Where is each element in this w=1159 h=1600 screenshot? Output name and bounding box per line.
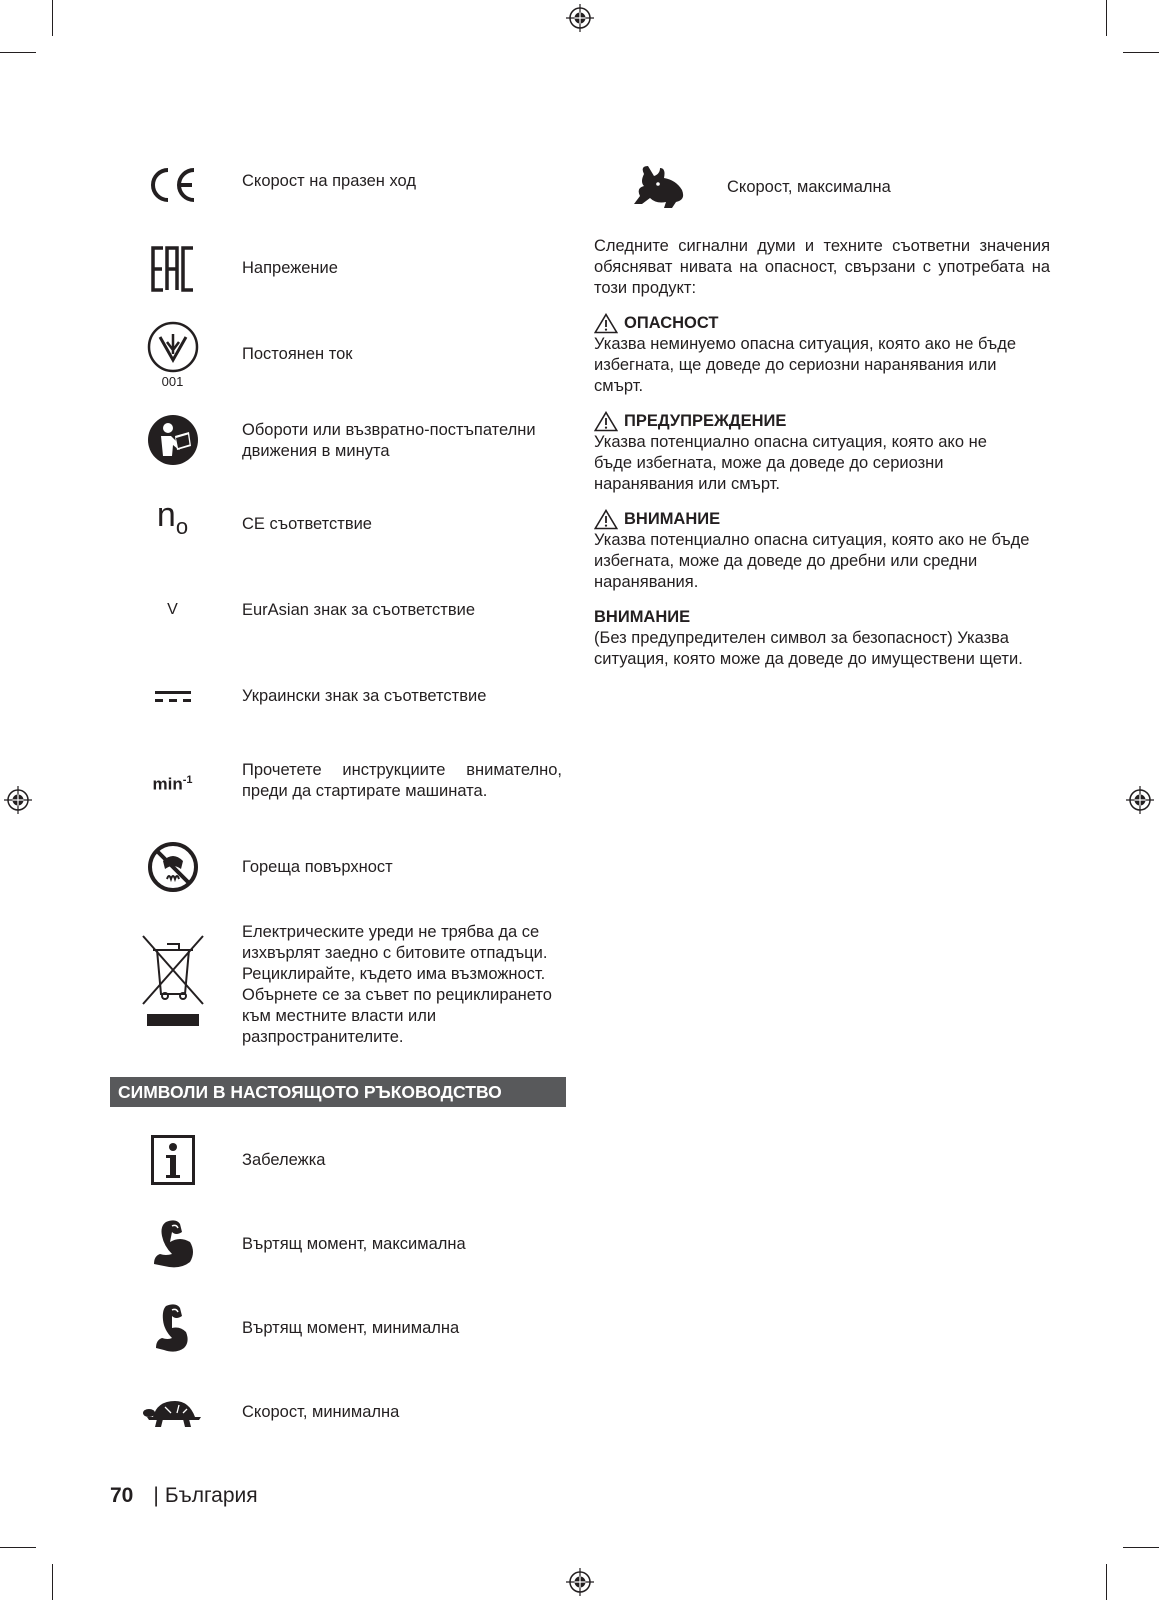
symbol-description: EurAsian знак за съответствие	[242, 601, 475, 619]
symbol-row	[110, 160, 565, 210]
crop-mark	[52, 1564, 53, 1600]
ce-mark-icon	[148, 167, 198, 203]
signal-title: ПРЕДУПРЕЖДЕНИЕ	[624, 412, 787, 430]
signal-heading	[594, 509, 1050, 530]
signal-text: Указва потенциално опасна ситуация, която ако не бъде избегната, може да доведе до сериозни наранявания или смърт.	[594, 433, 987, 493]
symbol-description: Постоянен ток	[242, 345, 353, 363]
symbol-description: Електрическите уреди не трябва да се изхвърлят заедно с битовите отпадъци. Рециклирайте, където има възможност. Обърнете се за съвет по рециклирането към местните власти или разпространителите.	[242, 923, 552, 1046]
symbol-description: Въртящ момент, минимална	[242, 1319, 460, 1337]
ukrainian-mark-label: 001	[161, 373, 184, 389]
min-icon: $\min^{-1}$	[152, 773, 193, 794]
page-footer	[110, 1484, 258, 1508]
footer-separator: |	[153, 1484, 159, 1507]
no-load-speed-icon: $n_o$	[156, 496, 189, 539]
signal-heading	[594, 411, 1050, 432]
symbol-row	[110, 316, 565, 392]
symbol-row	[110, 244, 565, 294]
symbol-row	[110, 676, 565, 716]
crop-mark	[0, 52, 36, 53]
symbol-row	[110, 590, 565, 630]
arm-weak-icon	[152, 1302, 194, 1354]
registration-mark-icon	[1126, 786, 1154, 814]
hot-surface-icon	[147, 841, 199, 893]
read-manual-icon	[147, 414, 199, 466]
symbol-row	[110, 1134, 565, 1186]
notice-title: ВНИМАНИЕ	[594, 608, 691, 626]
footer-language: България	[164, 1484, 258, 1507]
symbol-row	[110, 922, 565, 1052]
crop-mark	[1123, 52, 1159, 53]
symbol-row	[110, 840, 565, 894]
intro-paragraph: Следните сигнални думи и техните съответни значения обясняват нивата на опасност, свързани с употребата на този продукт:	[594, 237, 1050, 297]
notice-text: (Без предупредителен символ за безопасност) Указва ситуация, която може да доведе до имуществени щети.	[594, 629, 1023, 668]
arm-strong-icon	[150, 1218, 196, 1270]
symbol-row	[110, 1218, 565, 1270]
crop-mark	[1123, 1547, 1159, 1548]
signal-heading	[594, 313, 1050, 334]
symbol-description: Скорост на празен ход	[242, 172, 416, 190]
symbol-description: Обороти или възвратно-постъпателни движения в минута	[242, 421, 536, 460]
symbol-description: CE съответствие	[242, 515, 372, 533]
section-title: СИМВОЛИ В НАСТОЯЩОТО РЪКОВОДСТВО	[110, 1077, 566, 1107]
signal-text: Указва потенциално опасна ситуация, която ако не бъде избегната, може да доведе до дребни или средни наранявания.	[594, 531, 1030, 591]
warning-triangle-icon	[594, 509, 618, 530]
weee-bin-icon	[141, 932, 205, 1028]
registration-mark-icon	[4, 786, 32, 814]
info-icon	[151, 1135, 195, 1185]
voltage-icon: V	[167, 601, 178, 618]
symbol-description: Въртящ момент, максимална	[242, 1235, 466, 1253]
direct-current-icon	[155, 689, 191, 703]
rabbit-description: Скорост, максимална	[727, 178, 891, 196]
symbol-description: Украински знак за съответствие	[242, 687, 487, 705]
rabbit-row	[594, 164, 1050, 212]
ukrainian-mark-icon	[146, 320, 200, 374]
crop-mark	[0, 1547, 36, 1548]
symbol-description: Скорост, минимална	[242, 1403, 400, 1421]
symbol-description: Напрежение	[242, 259, 338, 277]
symbol-row	[110, 1302, 565, 1354]
symbol-row	[110, 1390, 565, 1434]
signal-words	[594, 236, 1050, 670]
signal-text: Указва неминуемо опасна ситуация, която ако не бъде избегната, ще доведе до сериозни наранявания или смърт.	[594, 335, 1017, 395]
symbol-row	[110, 412, 565, 468]
symbol-description: Прочетете инструкциите внимателно, преди да стартирате машината.	[242, 761, 562, 800]
symbol-row	[110, 760, 565, 808]
registration-mark-icon	[566, 1568, 594, 1596]
signal-title: ВНИМАНИЕ	[624, 510, 721, 528]
symbol-description: Гореща повърхност	[242, 858, 393, 876]
symbol-row	[110, 496, 565, 546]
warning-triangle-icon	[594, 313, 618, 334]
rabbit-icon	[632, 164, 686, 210]
signal-title: ОПАСНОСТ	[624, 314, 719, 332]
crop-mark	[52, 0, 53, 36]
crop-mark	[1106, 0, 1107, 36]
crop-mark	[1106, 1564, 1107, 1600]
turtle-icon	[143, 1395, 203, 1429]
symbol-description: Забележка	[242, 1151, 326, 1169]
registration-mark-icon	[566, 4, 594, 32]
eac-mark-icon	[151, 246, 195, 292]
page-number: 70	[110, 1484, 134, 1507]
warning-triangle-icon	[594, 411, 618, 432]
